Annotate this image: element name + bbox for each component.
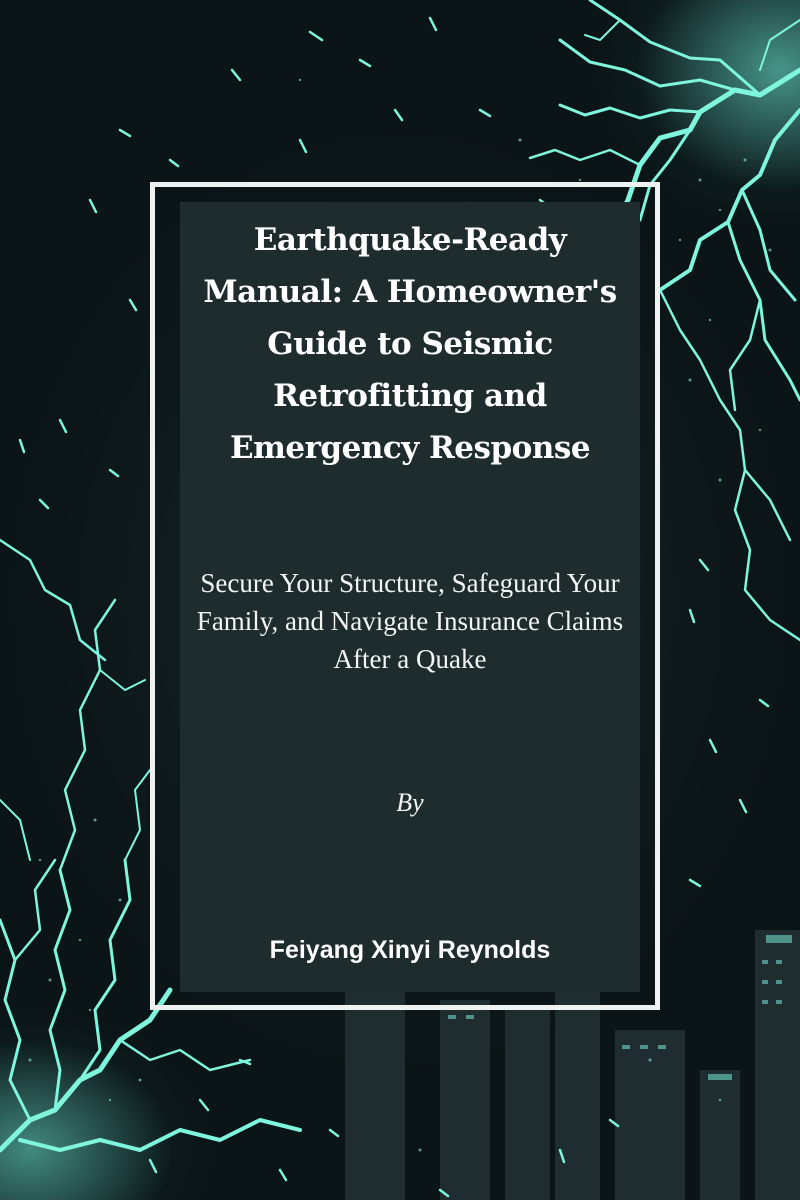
book-title: Earthquake-Ready Manual: A Homeowner's Guide to Seismic Retrofitting and Emergency Response	[203, 222, 617, 466]
book-subtitle: Secure Your Structure, Safeguard Your Family, and Navigate Insurance Claims After a Quake	[196, 568, 624, 674]
by-label: By	[396, 788, 424, 817]
author-name: Feiyang Xinyi Reynolds	[269, 936, 551, 964]
